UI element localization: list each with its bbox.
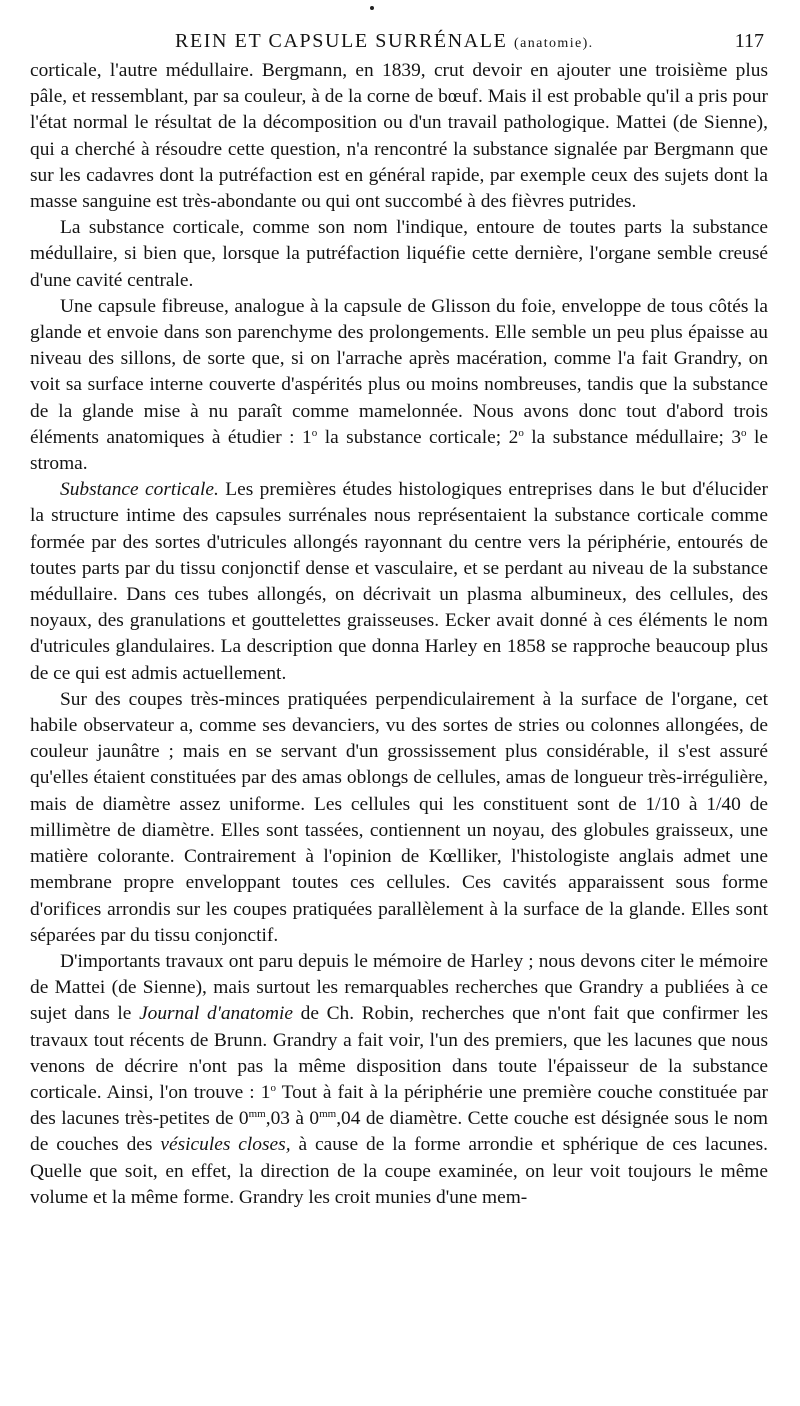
paragraph-text: Une capsule fibreuse, analogue à la capsule de Glisson du foie, enveloppe de tous côtés la glande et envoie dans son parenchyme des prolongements. Elle semble un peu plus épaisse au niveau des sillons, de sorte que, si on l'arrache après macération, comme l'a fait Grandry, on voit sa surface interne couverte d'aspérités plus ou moins nombreuses, tandis que la substance de la glande mise à nu paraît comme mamelonnée. Nous avons donc tout d'abord trois éléments anatomiques à étudier : (30, 295, 768, 448)
ordinal-mark: o (518, 426, 524, 439)
paragraph-text: de Ch. Robin, recherches que n'ont fait que confirmer les travaux tout récents de Brunn. Grandry a fait voir, l'un des premiers, que les lacunes que nous venons de décrire n'ont pas la même disposition dans toute l'épaisseur de la substance corticale. Ainsi, l'on trouve : (30, 1003, 769, 1103)
running-title-subtitle: (anatomie). (514, 36, 594, 51)
running-title-main: REIN ET CAPSULE SURRÉNALE (175, 30, 508, 52)
paragraph (30, 477, 768, 687)
measurement: 0 (238, 1108, 249, 1130)
paragraph-text: D'importants travaux ont paru depuis le mémoire de Harley ; nous devons citer le mémoire de Mattei (de Sienne), mais surtout les remarquables recherches que Grandry a publiées à ce sujet dans le (30, 950, 768, 1025)
list-number: 1 (302, 426, 312, 448)
measurement: 0 (309, 1108, 320, 1130)
list-number: 1 (260, 1081, 271, 1103)
unit-mark: mm (248, 1108, 266, 1121)
book-page (30, 0, 768, 1406)
unit-mark: mm (319, 1108, 337, 1121)
journal-title: Journal d'anatomie (139, 1003, 294, 1025)
ordinal-mark: o (311, 426, 318, 439)
term-emphasis: vésicules closes, (160, 1134, 291, 1156)
ordinal-mark: o (270, 1081, 276, 1094)
paragraph: La substance corticale, comme son nom l'indique, entoure de toutes parts la substance médullaire, si bien que, lorsque la putréfaction liquéfie cette dernière, l'organe semble creusé d'une cavité centrale. (30, 217, 768, 291)
paragraph-text: Les premières études histologiques entreprises dans le but d'élucider la structure intime des capsules surrénales nous représentaient la substance corticale comme formée par des sortes d'utricules allongés rayonnant du centre vers la périphérie, entourés de toutes parts par du tissu conjonctif dense et vasculaire, et se perdant au niveau de la substance médullaire. Dans ces tubes allongés, on décrivait un plasma albumineux, des cellules, des noyaux, des granulations et gouttelettes graisseuses. Ecker avait donné à ces éléments le nom d'utricules glandulaires. La description que donna Harley en 1858 se rapproche beaucoup plus de ce qui est admis actuellement. (30, 479, 768, 684)
paragraph: corticale, l'autre médullaire. Bergmann, en 1839, crut devoir en ajouter une troisième plus pâle, et ressemblant, par sa couleur, à de la corne de bœuf. Mais il est probable qu'il a pris pour l'état normal le résultat de la décomposition ou d'un travail pathologique. Mattei (de Sienne), qui a cherché à résoudre cette question, n'a rencontré la substance signalée par Bergmann que sur les cadavres dont la putréfaction est en général rapide, par exemple ceux des sujets dont la masse sanguine est très-abondante ou qui ont succombé à des fièvres putrides. (30, 60, 768, 213)
paragraph (30, 294, 768, 477)
paragraph-text: de diamètre. Cette couche est désignée sous le nom de couches des (30, 1108, 768, 1156)
list-number: 3 (731, 426, 742, 448)
paragraph-text: à cause de la forme arrondie et sphérique de ces lacunes. Quelle que soit, en effet, la direction de la coupe examinée, on leur voit toujours le même volume et la même forme. Grandry les croit munies d'une mem- (30, 1134, 769, 1208)
list-item-text: la substance médullaire; (531, 426, 724, 448)
page-number: 117 (734, 30, 764, 52)
ordinal-mark: o (741, 426, 747, 439)
page-header (30, 30, 768, 60)
paragraph-text: Tout à fait à la périphérie une première couche constituée par des lacunes très-petites de (30, 1081, 768, 1130)
measurement: ,04 (336, 1108, 361, 1130)
list-number: 2 (508, 426, 519, 448)
section-heading: Substance corticale. (60, 479, 219, 501)
list-item-text: la substance corticale; (324, 426, 502, 448)
running-title (175, 30, 594, 53)
measurement: ,03 à (265, 1108, 304, 1130)
paragraph (30, 949, 768, 1211)
paragraph: Sur des coupes très-minces pratiquées perpendiculairement à la surface de l'organe, cet habile observateur a, comme ses devanciers, vu des sortes de stries ou colonnes allongées, de couleur jaunâtre ; mais en se servant d'un grossissement plus considérable, il s'est assuré qu'elles étaient constituées par des amas oblongs de cellules, amas de longueur très-irrégulière, mais de diamètre assez uniforme. Les cellules qui les constituent sont de 1/10 à 1/40 de millimètre de diamètre. Elles sont tassées, contiennent un noyau, des globules graisseux, une matière colorante. Contrairement à l'opinion de Kœlliker, l'histologiste anglais admet une membrane propre enveloppant toutes ces cellules. Ces cavités apparaissent sous forme d'orifices arrondis sur les coupes pratiquées parallèlement à la surface de la glande. Elles sont séparées par du tissu conjonctif. (30, 688, 768, 946)
list-item-text: le stroma. (30, 426, 769, 475)
body-text (30, 58, 768, 1211)
print-mark (370, 6, 374, 10)
